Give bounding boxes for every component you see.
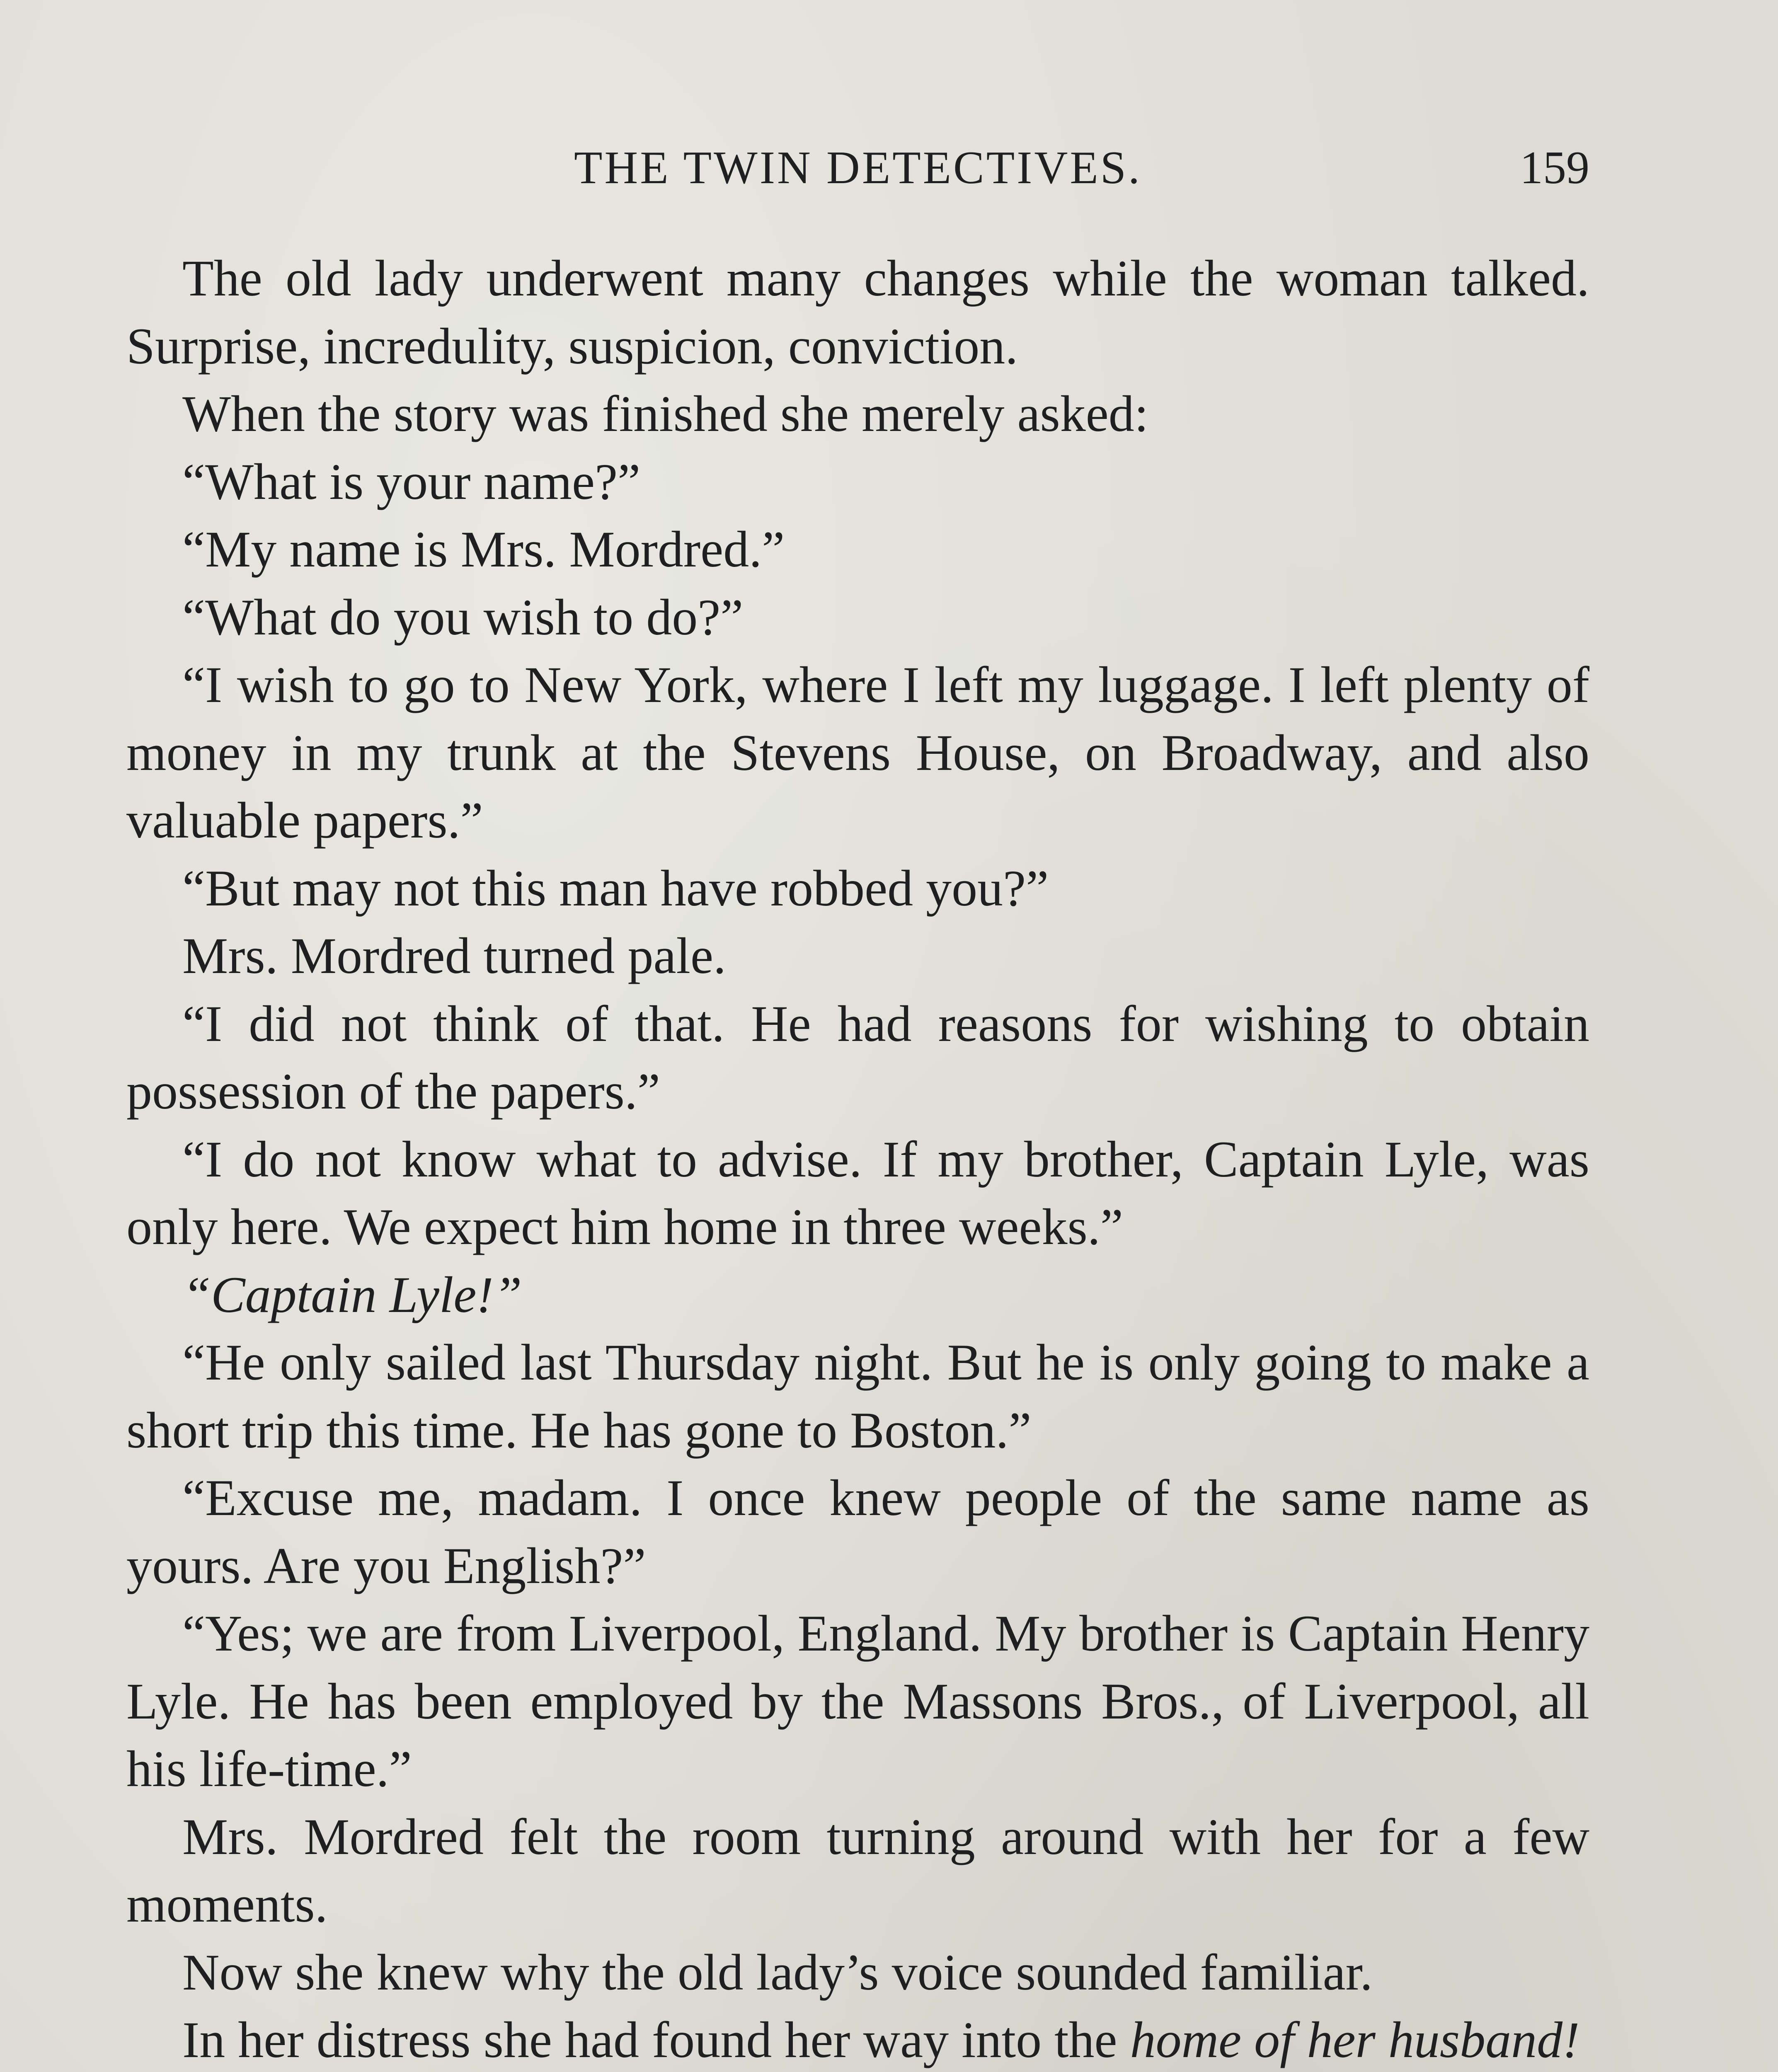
paragraph: “I do not know what to advise. If my brother, Captain Lyle, was only here. We expect him home in three weeks.” (126, 1130, 1589, 1255)
paragraph: “What do you wish to do?” (182, 588, 744, 646)
paragraph: Now she knew why the old lady’s voice sounded familiar. (182, 1944, 1373, 2001)
distress-text: In her distress she had found her way into the (182, 2011, 1130, 2068)
paragraph-italic (126, 1261, 1589, 1329)
paragraph: The old lady underwent many changes while the woman talked. Surprise, incredulity, suspicion, conviction. (126, 250, 1589, 375)
italic-phrase: home of her husband! (1130, 2011, 1580, 2068)
paragraph: “But may not this man have robbed you?” (182, 859, 1049, 917)
paragraph: “I wish to go to New York, where I left my luggage. I left plenty of money in my trunk at the Stevens House, on Broadway, and also valuable papers.” (126, 656, 1589, 849)
running-head: THE TWIN DETECTIVES. (574, 142, 1142, 194)
paragraph: “Yes; we are from Liverpool, England. My brother is Captain Henry Lyle. He has been employed by the Massons Bros., of Liverpool, all his life-time.” (126, 1605, 1589, 1797)
paragraph: “My name is Mrs. Mordred.” (182, 521, 785, 578)
paragraph: “I did not think of that. He had reasons for wishing to obtain possession of the papers.” (126, 995, 1589, 1120)
paragraph-mixed (126, 2006, 1589, 2072)
paragraph: Mrs. Mordred felt the room turning around with her for a few moments. (126, 1808, 1589, 1933)
paragraph: “Excuse me, madam. I once knew people of the same name as yours. Are you English?” (126, 1469, 1589, 1594)
page-header (126, 137, 1589, 199)
page-number: 159 (1520, 142, 1589, 194)
paragraph: When the story was finished she merely asked: (182, 385, 1149, 442)
body-text (126, 244, 1589, 2072)
paragraph: “He only sailed last Thursday night. But he is only going to make a short trip this time. He has gone to Boston.” (126, 1334, 1589, 1459)
paragraph: Mrs. Mordred turned pale. (182, 927, 726, 984)
italic-exclamation: “Captain Lyle!” (182, 1266, 522, 1323)
paragraph: “What is your name?” (182, 453, 641, 510)
